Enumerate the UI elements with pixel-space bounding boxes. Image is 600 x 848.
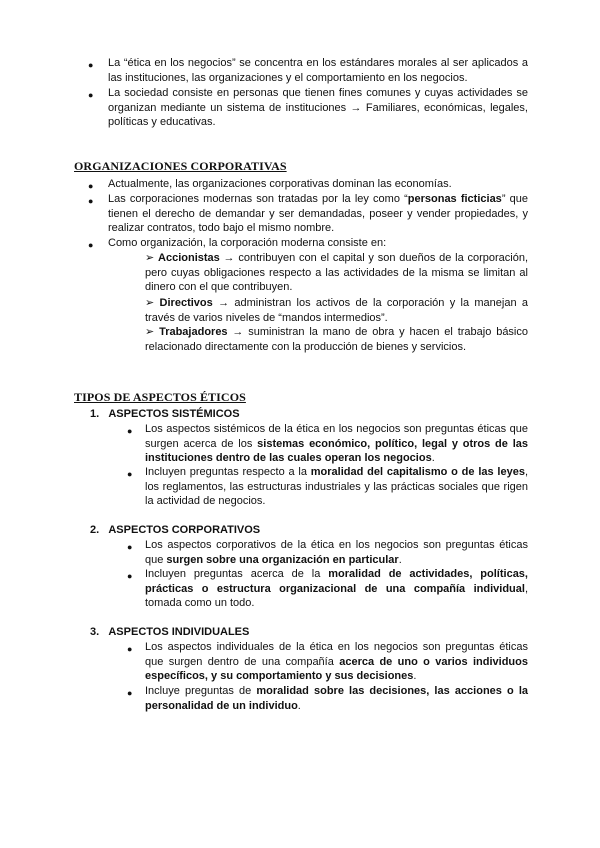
org-sub-accionistas xyxy=(145,251,528,295)
number: 2. xyxy=(90,524,100,536)
text: . xyxy=(297,699,301,712)
bold-text: acerca de uno o varios individuos específicos, y su comportamiento y sus decisiones xyxy=(145,655,528,683)
section-heading-tipos: TIPOS DE ASPECTOS ÉTICOS xyxy=(74,390,246,404)
text: Como organización, la corporación moderna consiste en: xyxy=(108,237,387,249)
bullet-dot: ● xyxy=(88,240,94,250)
bold-text: moralidad de actividades, políticas, prácticas o estructura organizacional de una compañía individual xyxy=(145,568,528,595)
org-sub-trabajadores xyxy=(145,325,528,354)
bold-text: moralidad sobre las decisiones, las acciones o la personalidad de un individuo xyxy=(145,685,528,712)
individuales-bullet-2 xyxy=(145,684,528,713)
number: 3. xyxy=(90,626,100,638)
bullet-dot: ● xyxy=(127,542,133,552)
subsection-heading-individuales xyxy=(90,625,249,640)
bullet-dot: ● xyxy=(127,426,133,436)
org-sub-directivos xyxy=(145,296,528,325)
number: 1. xyxy=(90,408,100,420)
text: Incluyen preguntas respecto a la xyxy=(145,466,311,478)
text: Actualmente, las organizaciones corporativas dominan las economías. xyxy=(108,178,452,190)
text: . xyxy=(413,670,417,683)
bold-text: sistemas económico, político, legal y otros de las instituciones dentro de las cuales operan los negocios xyxy=(145,437,528,465)
bold-text: surgen sobre una organización en particular xyxy=(166,553,399,566)
text: → administran los activos de la corporación y la manejan a través de varios niveles de “mandos intermedios”. xyxy=(145,297,529,324)
text: Incluyen preguntas acerca de la xyxy=(145,568,329,580)
bullet-dot: ● xyxy=(88,60,94,70)
intro-paragraph-1 xyxy=(108,56,528,85)
corporativos-bullet-1 xyxy=(145,538,528,567)
text: Los aspectos individuales de la ética en los negocios son preguntas éticas que surgen dentro de una compañía xyxy=(145,641,528,668)
text: Los aspectos sistémicos de la ética en los negocios son preguntas éticas que surgen acerca de los xyxy=(145,423,528,450)
org-bullet-3 xyxy=(108,236,528,251)
bullet-dot: ● xyxy=(127,571,133,581)
bullet-dot: ● xyxy=(127,644,133,654)
sistemicos-bullet-1 xyxy=(145,422,528,466)
sistemicos-bullet-2 xyxy=(145,465,528,509)
text: La “ética en los negocios” se concentra en los estándares morales al ser aplicados a las instituciones, las organizaciones y el comportamiento en los negocios. xyxy=(108,57,528,84)
org-bullet-1 xyxy=(108,177,528,192)
arrow-icon: ➢ xyxy=(145,252,155,264)
text: → suministran la mano de obra y hacen el trabajo básico relacionado directamente con la producción de bienes y servicios. xyxy=(145,326,528,353)
bullet-dot: ● xyxy=(88,90,94,100)
text: . xyxy=(431,452,435,465)
bold-text: Accionistas xyxy=(158,252,220,264)
individuales-bullet-1 xyxy=(145,640,528,684)
text: La sociedad consiste en personas que tienen fines comunes y cuyas actividades se organizan mediante un sistema de instituciones → Familiares, económicas, legales, políticas y educativas. xyxy=(108,87,528,129)
text: Incluye preguntas de xyxy=(145,685,257,697)
bullet-dot: ● xyxy=(88,196,94,206)
arrow-icon: ➢ xyxy=(145,326,155,338)
org-bullet-2 xyxy=(108,192,528,236)
text: . xyxy=(398,553,402,566)
bold-text: personas ficticias xyxy=(407,193,502,205)
title: ASPECTOS INDIVIDUALES xyxy=(108,626,250,638)
intro-paragraph-2 xyxy=(108,86,528,130)
text: ” que tienen el derecho de demandar y ser demandadas, poseer y vender propiedades, y realizar contratos, todo bajo el mismo nombre. xyxy=(108,193,528,235)
title: ASPECTOS CORPORATIVOS xyxy=(108,524,261,536)
subsection-heading-corporativos xyxy=(90,523,260,538)
arrow-icon: ➢ xyxy=(145,297,155,309)
bold-text: Directivos xyxy=(159,297,213,309)
title: ASPECTOS SISTÉMICOS xyxy=(108,408,240,420)
corporativos-bullet-2 xyxy=(145,567,528,611)
text: , tomada como un todo. xyxy=(145,582,528,610)
text: Las corporaciones modernas son tratadas por la ley como “ xyxy=(108,193,408,205)
bullet-dot: ● xyxy=(88,181,94,191)
text: Los aspectos corporativos de la ética en los negocios son preguntas éticas que xyxy=(145,539,528,566)
bullet-dot: ● xyxy=(127,469,133,479)
bold-text: Trabajadores xyxy=(159,326,228,338)
subsection-heading-sistemicos xyxy=(90,407,240,422)
bold-text: moralidad del capitalismo o de las leyes xyxy=(310,466,525,478)
text: , los reglamentos, las estructuras industriales y las prácticas sociales que rigen la actividad de negocios. xyxy=(145,466,529,508)
section-heading-org: ORGANIZACIONES CORPORATIVAS xyxy=(74,159,287,173)
text: → contribuyen con el capital y son dueños de la corporación, pero cuyas obligaciones respecto a las actividades de la misma se limitan al dinero con el que contribuyen. xyxy=(145,252,529,294)
bullet-dot: ● xyxy=(127,688,133,698)
